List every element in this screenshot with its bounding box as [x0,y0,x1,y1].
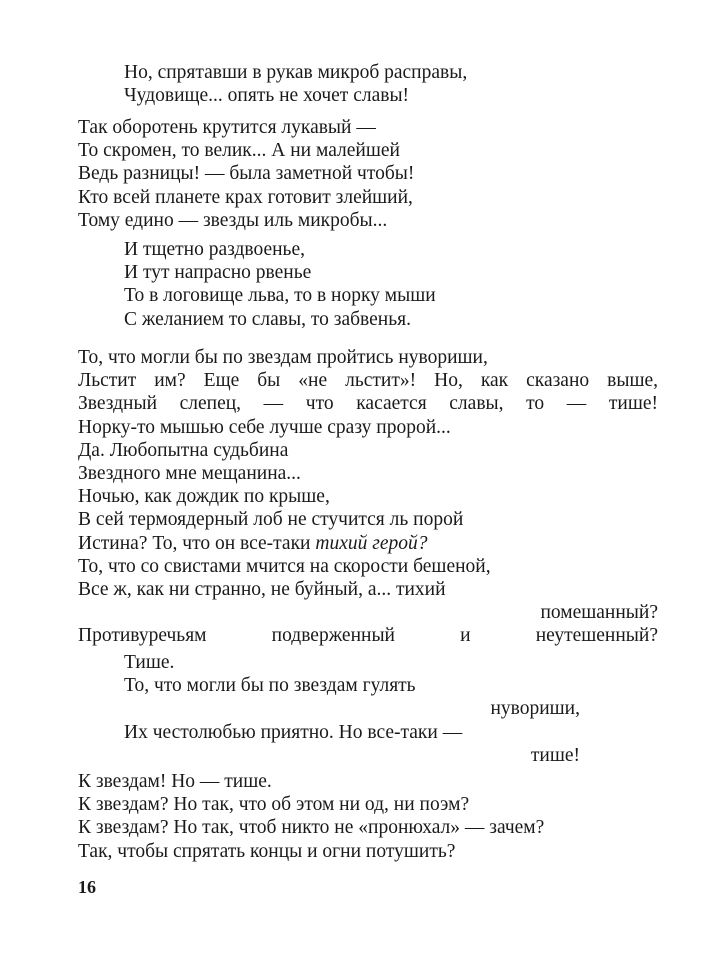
verse-line: То скромен, то велик... А ни малейшей [78,140,400,162]
verse-line: Их честолюбью приятно. Но все-таки — [124,721,463,743]
verse-line: Звездного мне мещанина... [78,462,301,484]
verse-line-continuation: помешанный? [540,602,658,624]
verse-line: Противуречьям подверженный и неутешенный? [78,625,658,647]
verse-line: Ведь разницы! — была заметной чтобы! [78,163,415,185]
verse-line: Кто всей планете крах готовит злейший, [78,186,413,208]
stanza-1 [78,61,658,107]
verse-line: Норку-то мышью себе лучше сразу пророй... [78,416,451,438]
verse-line: Так, чтобы спрятать концы и огни потушить? [78,840,456,862]
verse-text: Истина? То, что он все-таки [78,532,316,554]
verse-line-continuation: тише! [530,744,580,766]
verse-line: То, что могли бы по звездам пройтись нувориши, [78,347,488,368]
verse-line: Звездный слепец, — что касается славы, то — тише! [78,393,658,415]
verse-line: Так оборотень крутится лукавый — [78,117,376,138]
stanza-3 [78,238,658,331]
verse-line: Тому едино — звезды иль микробы... [78,209,388,231]
verse-line: Чудовище... опять не хочет славы! [124,85,410,107]
verse-line: Все ж, как ни странно, не буйный, а... тихий [78,578,446,600]
verse-line: И тут напрасно рвенье [124,262,312,284]
verse-line-continuation: нувориши, [490,698,580,720]
verse-line [78,532,658,555]
verse-line: К звездам? Но так, чтоб никто не «пронюхал» — зачем? [78,817,545,839]
verse-line: Да. Любопытна судьбина [78,439,289,461]
verse-line: То, что со свистами мчится на скорости бешеной, [78,555,491,577]
page-number: 16 [78,877,96,897]
stanza-2 [78,116,658,232]
italic-phrase: тихий герой? [315,532,428,554]
stanza-6 [78,770,658,863]
verse-line: К звездам? Но так, что об этом ни од, ни поэм? [78,794,470,816]
verse-line: Но, спрятавши в рукав микроб расправы, [124,62,468,83]
verse-line: Тише. [124,652,175,673]
verse-line: Ночью, как дождик по крыше, [78,486,330,508]
verse-line: То в логовище льва, то в норку мыши [124,285,436,307]
verse-line: В сей термоядерный лоб не стучится ль порой [78,509,464,531]
verse-line: И тщетно раздвоенье, [124,239,305,260]
verse-line: К звездам! Но — тише. [78,771,272,792]
stanza-5 [78,651,658,767]
verse-line: Льстит им? Еще бы «не льстит»! Но, как сказано выше, [78,370,658,392]
verse-line: С желанием то славы, то забвенья. [124,308,411,330]
stanza-4 [78,346,658,647]
verse-line: То, что могли бы по звездам гулять [124,675,416,697]
